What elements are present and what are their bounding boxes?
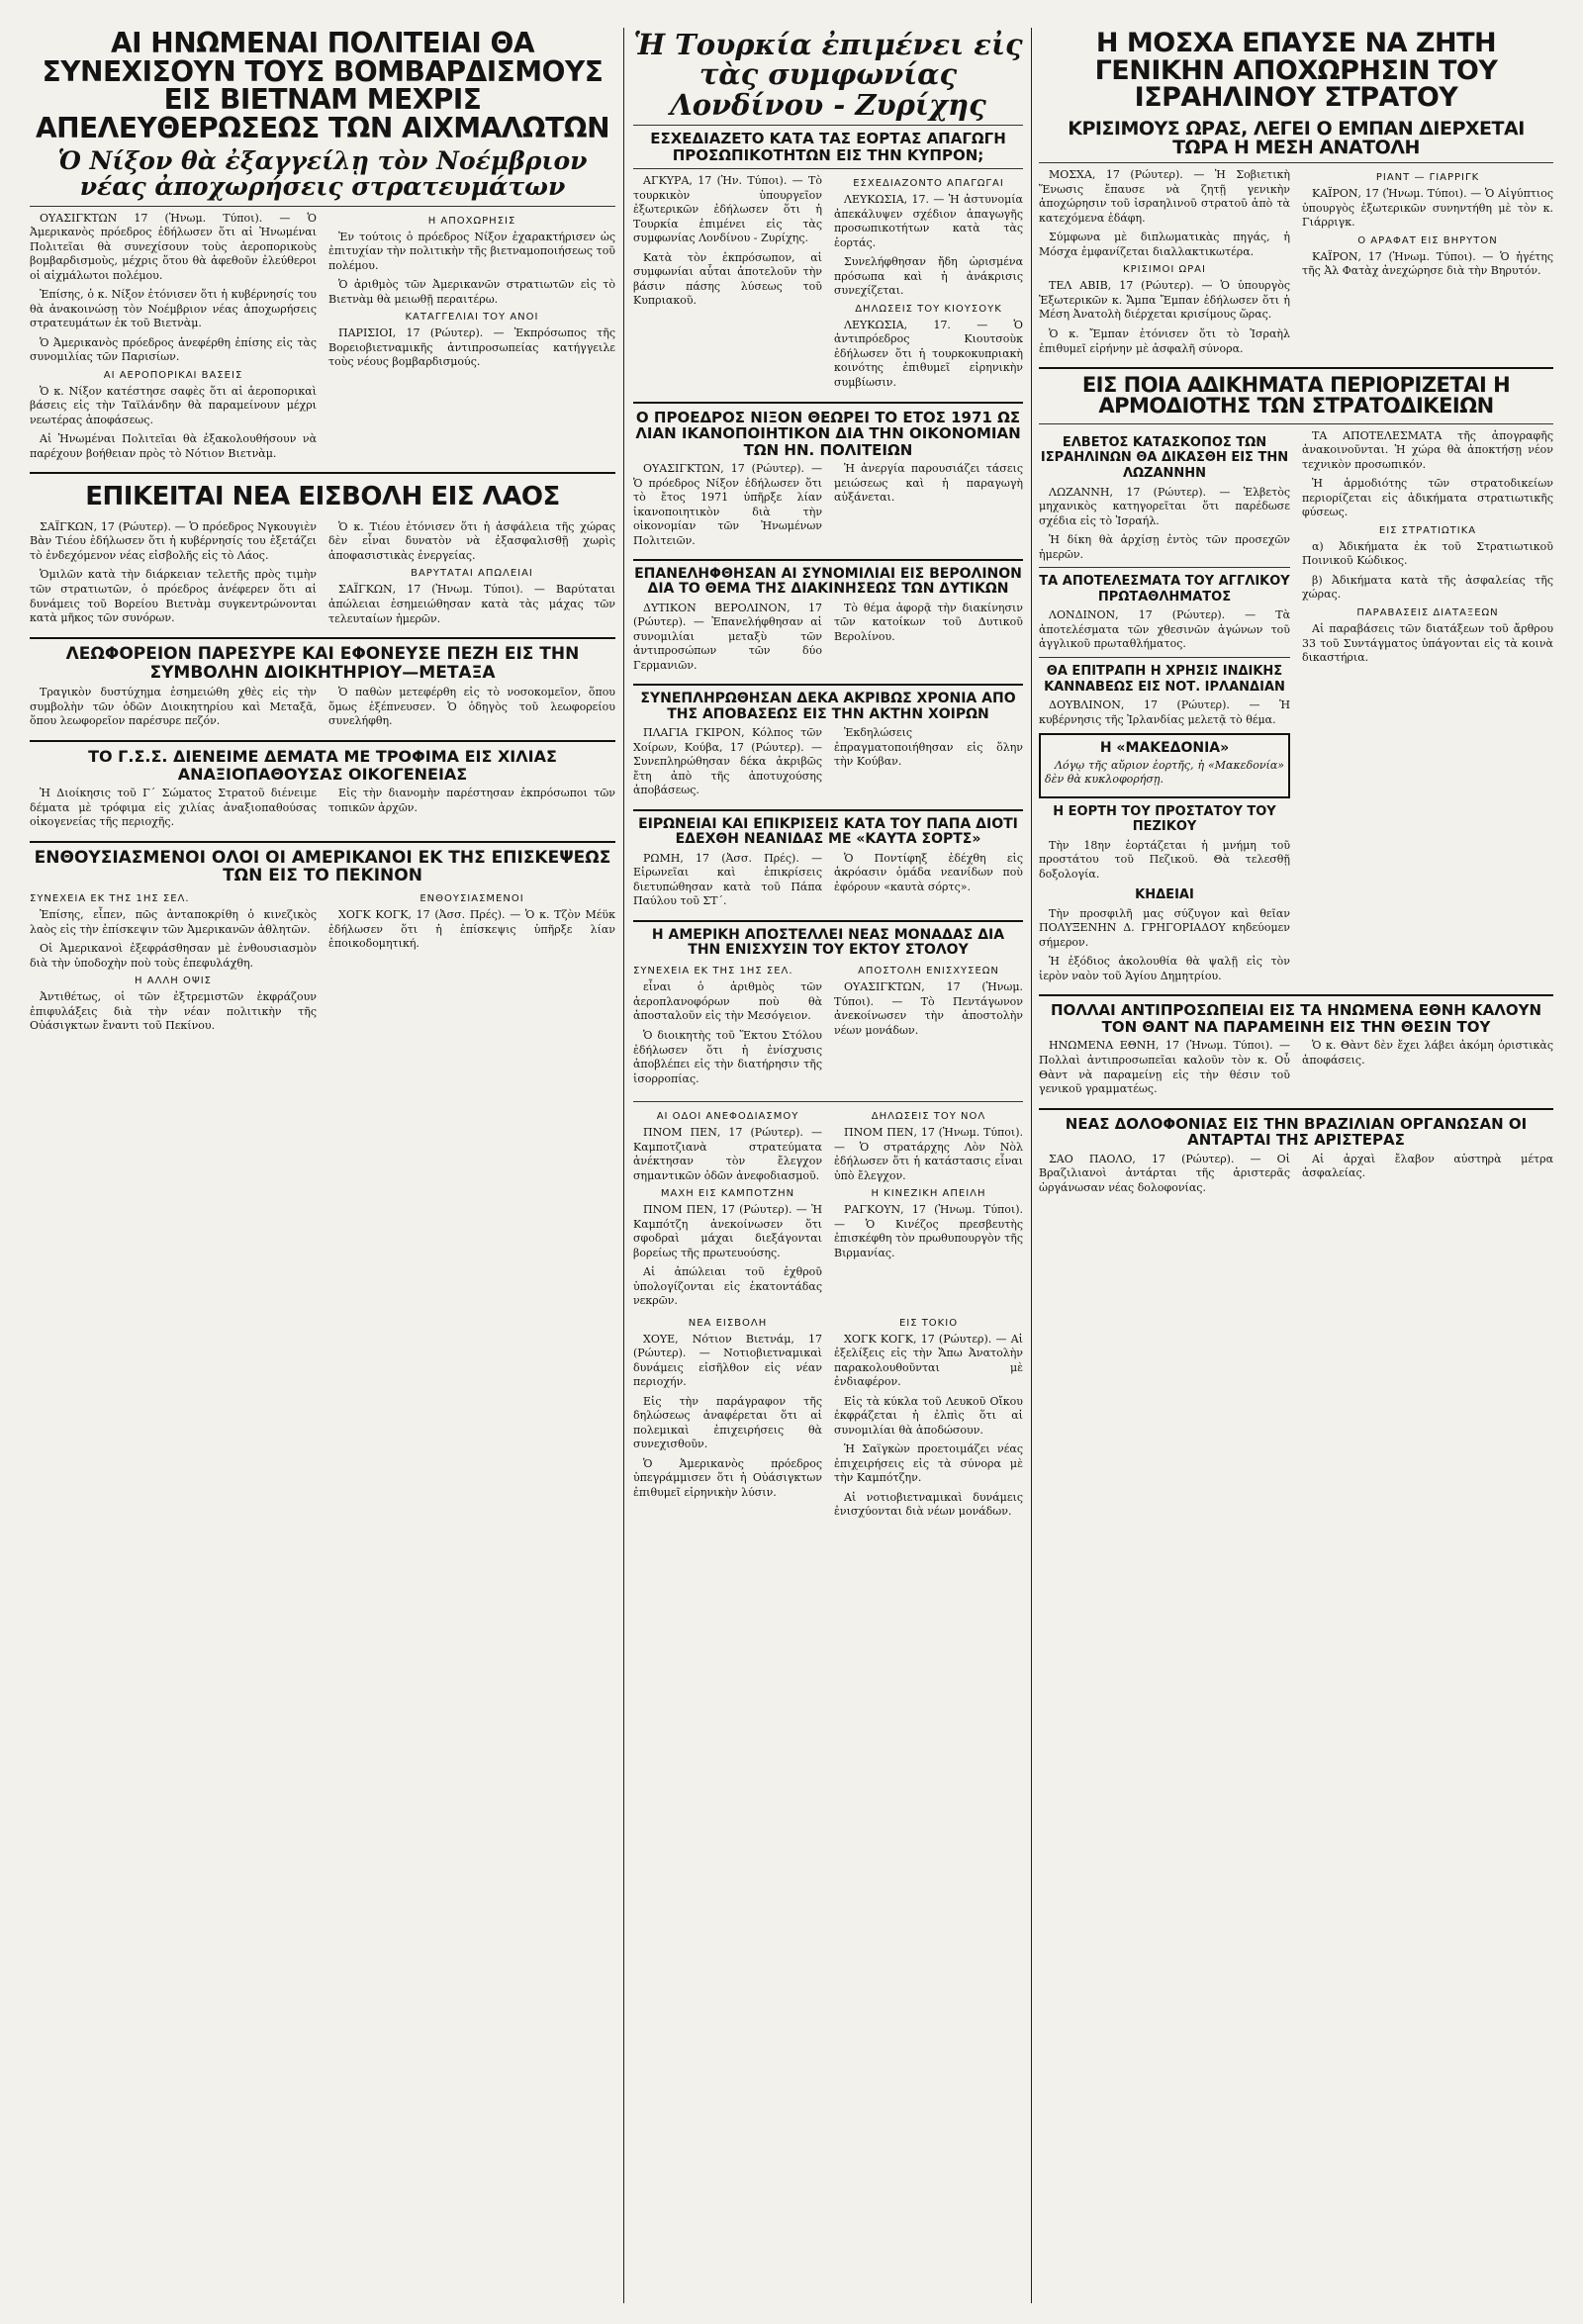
paragraph: Ὁ κ. Θὰντ δὲν ἔχει λάβει ἀκόμη ὁριστικὰς ἀποφάσεις. [1302, 1039, 1553, 1067]
headline-sixth-fleet: Η ΑΜΕΡΙΚΗ ΑΠΟΣΤΕΛΛΕΙ ΝΕΑΣ ΜΟΝΑΔΑΣ ΔΙΑ ΤΗΝ ΕΝΙΣΧΥΣΙΝ ΤΟΥ ΕΚΤΟΥ ΣΤΟΛΟΥ [651, 926, 1005, 959]
story-military-courts [1039, 429, 1553, 989]
subhead: ΕΝΘΟΥΣΙΑΣΜΕΝΟΙ [419, 893, 524, 905]
subheadline-english-league: ΤΑ ΑΠΟΤΕΛΕΣΜΑΤΑ ΤΟΥ ΑΓΓΛΙΚΟΥ ΠΡΩΤΑΘΛΗΜΑΤΟΣ [1039, 574, 1290, 604]
paragraph: Κατὰ τὸν ἐκπρόσωπον, αἱ συμφωνίαι αὗται ἀποτελοῦν τὴν βάσιν πάσης λύσεως τοῦ Κυπριακοῦ. [633, 250, 822, 308]
paragraph: Ὁμιλῶν κατὰ τὴν διάρκειαν τελετῆς πρὸς τιμὴν τῶν στρατιωτῶν, ὁ πρόεδρος ἀνέφερεν ὅτι αἱ δυνάμεις τοῦ Βορείου Βιετνὰμ συγκεντρώνονται κατὰ μῆκος τῶν συνόρων. [30, 568, 317, 625]
story-turkey [633, 174, 1023, 395]
paragraph: ΤΑ ΑΠΟΤΕΛΕΣΜΑΤΑ τῆς ἀπογραφῆς ἀνακοινοῦνται. Ἡ χώρα θὰ ἀποκτήσῃ νέον τεχνικὸν προσωπικόν. [1302, 428, 1553, 471]
paragraph: ΟΥΑΣΙΓΚΤΩΝ, 17 (Ρώυτερ). — Ὁ πρόεδρος Νίξον ἐδήλωσεν ὅτι τὸ ἔτος 1971 ὑπῆρξε λίαν ἱκανοποιητικὸν διὰ τὴν οἰκονομίαν τῶν Ἠνωμένων Πολιτειῶν. [633, 462, 822, 547]
paragraph: α) Ἀδικήματα ἐκ τοῦ Στρατιωτικοῦ Ποινικοῦ Κώδικος. [1302, 539, 1553, 568]
story-nixon-economy [633, 462, 1023, 553]
left-section [30, 28, 615, 1039]
subheadline-eban: ΚΡΙΣΙΜΟΥΣ ΩΡΑΣ, ΛΕΓΕΙ Ο ΕΜΠΑΝ ΔΙΕΡΧΕΤΑΙ ΤΩΡΑ Η ΜΕΣΗ ΑΝΑΤΟΛΗ [1068, 117, 1525, 158]
paragraph: Ἐν τούτοις ὁ πρόεδρος Νίξον ἐχαρακτήρισεν ὡς ἐπιτυχίαν τὴν πολιτικὴν τῆς βιετναμοποιήσεως τοῦ πολέμου. [328, 230, 615, 272]
paragraph: Ἡ Σαϊγκὼν προετοιμάζει νέας ἐπιχειρήσεις εἰς τὰ σύνορα μὲ τὴν Καμπότζην. [834, 1442, 1023, 1485]
paragraph: Ἡ ἐξόδιος ἀκολουθία θὰ ψαλῇ εἰς τὸν ἱερὸν ναὸν τοῦ Ἁγίου Δημητρίου. [1039, 955, 1290, 982]
paragraph: ΛΟΝΔΙΝΟΝ, 17 (Ρώυτερ). — Τὰ ἀποτελέσματα τῶν χθεσινῶν ἀγώνων τοῦ ἀγγλικοῦ πρωταθλήματος. [1039, 608, 1290, 651]
paragraph: Ἐπίσης, ὁ κ. Νίξον ἐτόνισεν ὅτι ἡ κυβέρνησίς του θὰ ἀνακοινώσῃ τὸν Νοέμβριον νέας ἀποχωρήσεις στρατευμάτων ἐκ τοῦ Βιετνὰμ. [30, 288, 317, 330]
paragraph: ΣΑΪΓΚΩΝ, 17 (Ρώυτερ). — Ὁ πρόεδρος Νγκουγιὲν Βὰν Τιέου ἐδήλωσεν ὅτι ἡ κυβέρνησίς του ἐξετάζει τὸ ἐνδεχόμενον νέας εἰσβολῆς εἰς τὸ Λάος. [30, 519, 317, 562]
story-peking-visit [30, 889, 615, 1039]
story-bay-of-pigs [633, 726, 1023, 803]
subhead: ΜΑΧΗ ΕΙΣ ΚΑΜΠΟΤΖΗΝ [660, 1188, 795, 1200]
paragraph: ΛΕΥΚΩΣΙΑ, 17. — Ἡ ἀστυνομία ἀπεκάλυψεν σχέδιον ἀπαγωγῆς προσωπικοτήτων κατὰ τὰς ἑορτάς. [834, 193, 1023, 249]
paragraph: Ἐκδηλώσεις ἐπραγματοποιήθησαν εἰς ὅλην τὴν Κούβαν. [834, 726, 1023, 769]
paragraph: Ὁ Ἀμερικανὸς πρόεδρος ὑπεγράμμισεν ὅτι ἡ Οὐάσιγκτων ἐπιθυμεῖ εἰρηνικὴν λύσιν. [633, 1456, 822, 1499]
paragraph: Τραγικὸν δυστύχημα ἐσημειώθη χθὲς εἰς τὴν συμβολὴν τῶν ὁδῶν Διοικητηρίου καὶ Μεταξᾶ, ὅπου λεωφορεῖον παρέσυρε πεζόν. [30, 686, 317, 728]
headline-military-courts: ΕΙΣ ΠΟΙΑ ΑΔΙΚΗΜΑΤΑ ΠΕΡΙΟΡΙΖΕΤΑΙ Η ΑΡΜΟΔΙΟΤΗΣ ΤΩΝ ΣΤΡΑΤΟΔΙΚΕΙΩΝ [1081, 373, 1511, 418]
story-bombing [30, 212, 615, 467]
subhead: ΑΙ ΟΔΟΙ ΑΝΕΦΟΔΙΑΣΜΟΥ [656, 1111, 799, 1123]
paragraph: Οἱ Ἀμερικανοὶ ἐξεφράσθησαν μὲ ἐνθουσιασμὸν διὰ τὴν ὑποδοχὴν ποὺ τοὺς ἐπεφυλάχθη. [30, 942, 317, 970]
subhead: ΒΑΡΥΤΑΤΑΙ ΑΠΩΛΕΙΑΙ [411, 568, 533, 580]
paragraph: ΧΟΥΕ, Νότιον Βιετνάμ, 17 (Ρώυτερ). — Νοτιοβιετναμικαὶ δυνάμεις εἰσῆλθον εἰς νέαν περιοχήν. [633, 1332, 822, 1389]
paragraph: ΠΑΡΙΣΙΟΙ, 17 (Ρώυτερ). — Ἐκπρόσωπος τῆς Βορειοβιετναμικῆς ἀντιπροσωπείας κατήγγειλε τοὺς νέους βομβαρδισμούς. [328, 326, 615, 369]
paragraph: Τὸ θέμα ἀφορᾷ τὴν διακίνησιν τῶν κατοίκων τοῦ Δυτικοῦ Βερολίνου. [834, 601, 1023, 643]
subhead: Η ΚΙΝΕΖΙΚΗ ΑΠΕΙΛΗ [871, 1188, 986, 1200]
paragraph: ΡΑΓΚΟΥΝ, 17 (Ἠνωμ. Τύποι). — Ὁ Κινέζος πρεσβευτὴς ἐπισκέφθη τὸν πρωθυπουργὸν τῆς Βιρμανίας. [834, 1203, 1023, 1259]
story-u-thant [1039, 1039, 1553, 1101]
paragraph: ΧΟΓΚ ΚΟΓΚ, 17 (Ρώυτερ). — Αἱ ἐξελίξεις εἰς τὴν Ἄπω Ἀνατολὴν παρακολουθοῦνται μὲ ἐνδιαφέρον. [834, 1332, 1023, 1389]
notice-box [1039, 733, 1290, 797]
subhead: Η ΑΛΛΗ ΟΨΙΣ [135, 976, 212, 987]
paragraph: β) Ἀδικήματα κατὰ τῆς ἀσφαλείας τῆς χώρας. [1302, 573, 1553, 602]
paragraph: Εἰς τὰ κύκλα τοῦ Λευκοῦ Οἴκου ἐκφράζεται ἡ ἐλπὶς ὅτι αἱ συνομιλίαι θὰ ἀποδώσουν. [834, 1394, 1023, 1437]
paragraph: Αἱ νοτιοβιετναμικαὶ δυνάμεις ἐνισχύονται διὰ νέων μονάδων. [834, 1490, 1023, 1519]
continuation-label: ΣΥΝΕΧΕΙΑ ΕΚ ΤΗΣ 1ΗΣ ΣΕΛ. [30, 893, 190, 905]
paragraph: Τὴν προσφιλῆ μας σύζυγον καὶ θεῖαν ΠΟΛΥΞΕΝΗΝ Δ. ΓΡΗΓΟΡΙΑΔΟΥ κηδεύομεν σήμερον. [1039, 906, 1290, 949]
column-rule [623, 28, 624, 2303]
paragraph: Αἱ Ἠνωμέναι Πολιτεῖαι θὰ ἐξακολουθήσουν νὰ παρέχουν βοήθειαν πρὸς τὸ Νότιον Βιετνὰμ. [30, 432, 317, 460]
paragraph: Ὁ Ποντίφηξ ἐδέχθη εἰς ἀκρόασιν ὁμάδα νεανίδων ποὺ ἐφόρουν «καυτὰ σόρτς». [834, 851, 1023, 893]
paragraph: Ὁ κ. Νίξον κατέστησε σαφὲς ὅτι αἱ ἀεροπορικαὶ βάσεις εἰς τὴν Ταϊλάνδην θὰ παραμείνουν μέχρι νεωτέρας ἀποφάσεως. [30, 384, 317, 426]
right-section [1039, 28, 1553, 1200]
headline-brazil: ΝΕΑΣ ΔΟΛΟΦΟΝΙΑΣ ΕΙΣ ΤΗΝ ΒΡΑΖΙΛΙΑΝ ΟΡΓΑΝΩΣΑΝ ΟΙ ΑΝΤΑΡΤΑΙ ΤΗΣ ΑΡΙΣΤΕΡΑΣ [1065, 1114, 1528, 1150]
subheadline-swiss-spy: ΕΛΒΕΤΟΣ ΚΑΤΑΣΚΟΠΟΣ ΤΩΝ ΙΣΡΑΗΛΙΝΩΝ ΘΑ ΔΙΚΑΣΘΗ ΕΙΣ ΤΗΝ ΛΩΖΑΝΝΗΝ [1040, 434, 1289, 482]
subhead: ΕΙΣ ΣΤΡΑΤΙΩΤΙΚΑ [1378, 524, 1477, 536]
center-extra-stories [633, 1107, 1023, 1314]
paragraph: Ἡ δίκη θὰ ἀρχίσῃ ἐντὸς τῶν προσεχῶν ἡμερῶν. [1039, 533, 1290, 561]
paragraph: ΛΕΥΚΩΣΙΑ, 17. — Ὁ ἀντιπρόεδρος Κιουτσοὺκ ἐδήλωσεν ὅτι ἡ τουρκοκυπριακὴ κοινότης ἐπιθυμεῖ εἰρηνικὴν συμβίωσιν. [834, 318, 1023, 389]
headline-laos: ΕΠΙΚΕΙΤΑΙ ΝΕΑ ΕΙΣΒΟΛΗ ΕΙΣ ΛΑΟΣ [85, 482, 560, 512]
notice-title: Η «ΜΑΚΕΔΟΝΙΑ» [1099, 740, 1230, 757]
subhead: ΔΗΛΩΣΕΙΣ ΤΟΥ ΚΙΟΥΣΟΥΚ [855, 303, 1002, 315]
subhead: ΕΣΧΕΔΙΑΖΟΝΤΟ ΑΠΑΓΩΓΑΙ [853, 178, 1004, 190]
paragraph: ΡΩΜΗ, 17 (Ἀσσ. Πρές). — Εἰρωνεῖαι καὶ ἐπικρίσεις διετυπώθησαν κατὰ τοῦ Πάπα Παύλου τοῦ ΣΤ΄. [633, 851, 822, 908]
headline-food-parcels: ΤΟ Γ.Σ.Σ. ΔΙΕΝΕΙΜΕ ΔΕΜΑΤΑ ΜΕ ΤΡΟΦΙΜΑ ΕΙΣ ΧΙΛΙΑΣ ΑΝΑΞΙΟΠΑΘΟΥΣΑΣ ΟΙΚΟΓΕΝΕΙΑΣ [88, 746, 557, 784]
story-brazil [1039, 1153, 1553, 1201]
headline-berlin-talks: ΕΠΑΝΕΛΗΦΘΗΣΑΝ ΑΙ ΣΥΝΟΜΙΛΙΑΙ ΕΙΣ ΒΕΡΟΛΙΝΟΝ ΔΙΑ ΤΟ ΘΕΜΑ ΤΗΣ ΔΙΑΚΙΝΗΣΕΩΣ ΤΩΝ ΔΥΤΙΚΩΝ [634, 566, 1022, 598]
paragraph: ΠΝΟΜ ΠΕΝ, 17 (Ἠνωμ. Τύποι). — Ὁ στρατάρχης Λὸν Νὸλ ἐδήλωσεν ὅτι ἡ κατάστασις εἶναι ὑπὸ ἔλεγχον. [834, 1126, 1023, 1182]
paragraph: Ὁ παθὼν μετεφέρθη εἰς τὸ νοσοκομεῖον, ὅπου ὅμως ἐξέπνευσεν. Ὁ ὁδηγὸς τοῦ λεωφορείου συνελήφθη. [328, 686, 615, 728]
headline-u-thant: ΠΟΛΛΑΙ ΑΝΤΙΠΡΟΣΩΠΕΙΑΙ ΕΙΣ ΤΑ ΗΝΩΜΕΝΑ ΕΘΝΗ ΚΑΛΟΥΝ ΤΟΝ ΘΑΝΤ ΝΑ ΠΑΡΑΜΕΙΝΗ ΕΙΣ ΤΗΝ ΘΕΣΙΝ ΤΟΥ [1050, 1001, 1542, 1036]
paragraph: Ὁ κ. Ἔμπαν ἐτόνισεν ὅτι τὸ Ἰσραὴλ ἐπιθυμεῖ εἰρήνην μὲ ἀσφαλῆ σύνορα. [1039, 326, 1290, 355]
paragraph: Συνελήφθησαν ἤδη ὡρισμένα πρόσωπα καὶ ἡ ἀνάκρισις συνεχίζεται. [834, 255, 1023, 298]
paragraph: ΤΕΛ ΑΒΙΒ, 17 (Ρώυτερ). — Ὁ ὑπουργὸς Ἐξωτερικῶν κ. Ἄμπα Ἔμπαν ἐδήλωσεν ὅτι ἡ Μέση Ἀνατολὴ διέρχεται κρισίμους ὥρας. [1039, 279, 1290, 322]
paragraph: Σύμφωνα μὲ διπλωματικὰς πηγάς, ἡ Μόσχα ἐμφανίζεται διαλλακτικωτέρα. [1039, 231, 1290, 258]
subhead: Ο ΑΡΑΦΑΤ ΕΙΣ ΒΗΡΥΤΟΝ [1357, 234, 1498, 246]
subhead: ΚΑΤΑΓΓΕΛΙΑΙ ΤΟΥ ΑΝΟΙ [405, 312, 539, 324]
paragraph: ΔΥΤΙΚΟΝ ΒΕΡΟΛΙΝΟΝ, 17 (Ρώυτερ). — Ἐπανελήφθησαν αἱ συνομιλίαι μεταξὺ τῶν ἀντιπροσώπων τῶν δύο Γερμανιῶν. [633, 601, 822, 672]
paragraph: Ὁ κ. Τιέου ἐτόνισεν ὅτι ἡ ἀσφάλεια τῆς χώρας δὲν εἶναι δυνατὸν νὰ ἐξασφαλισθῇ χωρὶς ἀποφασιστικὰς ἐνεργείας. [328, 519, 615, 562]
headline-moscow: Η ΜΟΣΧΑ ΕΠΑΥΣΕ ΝΑ ΖΗΤΗ ΓΕΝΙΚΗΝ ΑΠΟΧΩΡΗΣΙΝ ΤΟΥ ΙΣΡΑΗΛΙΝΟΥ ΣΤΡΑΤΟΥ [1094, 28, 1498, 114]
subheadline-kidnapping: ΕΣΧΕΔΙΑΖΕΤΟ ΚΑΤΑ ΤΑΣ ΕΟΡΤΑΣ ΑΠΑΓΩΓΗ ΠΡΟΣΩΠΙΚΟΤΗΤΩΝ ΕΙΣ ΤΗΝ ΚΥΠΡΟΝ; [650, 130, 1006, 164]
paragraph: ΠΝΟΜ ΠΕΝ, 17 (Ρώυτερ). — Καμποτζιανὰ στρατεύματα ἀνέκτησαν τὸν ἔλεγχον σημαντικῶν ὁδῶν ἀνεφοδιασμοῦ. [633, 1126, 822, 1182]
paragraph: Αἱ παραβάσεις τῶν διατάξεων τοῦ ἄρθρου 33 τοῦ Συντάγματος ὑπάγονται εἰς τὰ κοινὰ δικαστήρια. [1302, 621, 1553, 665]
subhead: ΑΠΟΣΤΟΛΗ ΕΝΙΣΧΥΣΕΩΝ [858, 966, 999, 977]
paragraph: ΠΛΑΓΙΑ ΓΚΙΡΟΝ, Κόλπος τῶν Χοίρων, Κούβα, 17 (Ρώυτερ). — Συνεπληρώθησαν δέκα ἀκριβῶς ἔτη ἀπὸ τῆς ἀποτυχούσης ἀποβάσεως. [633, 726, 822, 797]
headline-turkey: Ἡ Τουρκία ἐπιμένει εἰς τὰς συμφωνίας Λονδίνου - Ζυρίχης [633, 28, 1023, 122]
paragraph: ΗΝΩΜΕΝΑ ΕΘΝΗ, 17 (Ἠνωμ. Τύποι). — Πολλαὶ ἀντιπροσωπεῖαι καλοῦν τὸν κ. Οὖ Θὰντ νὰ παραμείνῃ εἰς τὴν θέσιν τοῦ γενικοῦ γραμματέως. [1039, 1039, 1290, 1096]
paragraph: ΟΥΑΣΙΓΚΤΩΝ, 17 (Ἠνωμ. Τύποι). — Τὸ Πεντάγωνον ἀνεκοίνωσεν τὴν ἀποστολὴν νέων μονάδων. [834, 980, 1023, 1037]
subheadline-cannabis: ΘΑ ΕΠΙΤΡΑΠΗ Η ΧΡΗΣΙΣ ΙΝΔΙΚΗΣ ΚΑΝΝΑΒΕΩΣ ΕΙΣ ΝΟΤ. ΙΡΛΑΝΔΙΑΝ [1044, 663, 1285, 695]
column-rule [1031, 28, 1032, 2303]
story-bus-accident [30, 686, 615, 734]
paragraph: ΚΑΪΡΟΝ, 17 (Ἠνωμ. Τύποι). — Ὁ ἡγέτης τῆς Ἀλ Φατὰχ ἀνεχώρησε διὰ τὴν Βηρυτόν. [1302, 249, 1553, 278]
story-berlin-talks [633, 602, 1023, 679]
subhead: ΔΗΛΩΣΕΙΣ ΤΟΥ ΝΟΛ [871, 1111, 986, 1123]
paragraph: ΧΟΓΚ ΚΟΓΚ, 17 (Ἀσσ. Πρές). — Ὁ κ. Τζὸν Μέϋκ ἐδήλωσεν ὅτι ἡ ἐπίσκεψις ὑπῆρξε λίαν ἐποικοδομητική. [328, 908, 615, 951]
paragraph: Τὴν 18ην ἑορτάζεται ἡ μνήμη τοῦ προστάτου τοῦ Πεζικοῦ. Θὰ τελεσθῇ δοξολογία. [1039, 838, 1290, 881]
paragraph: Ἐπίσης, εἶπεν, πῶς ἀνταποκρίθη ὁ κινεζικὸς λαὸς εἰς τὴν ἐπίσκεψιν τῶν Ἀμερικανῶν ἀθλητῶν. [30, 908, 317, 936]
subhead: ΡΙΑΝΤ — ΓΙΑΡΡΙΓΚ [1375, 172, 1480, 184]
paragraph: Ἡ Διοίκησις τοῦ Γ΄ Σώματος Στρατοῦ διένειμε δέματα μὲ τρόφιμα εἰς χιλίας ἀναξιοπαθούσας οἰκογενείας τῆς περιοχῆς. [30, 787, 317, 829]
subhead: ΝΕΑ ΕΙΣΒΟΛΗ [688, 1317, 768, 1329]
paragraph: ΔΟΥΒΛΙΝΟΝ, 17 (Ρώυτερ). — Ἡ κυβέρνησις τῆς Ἰρλανδίας μελετᾷ τὸ θέμα. [1039, 698, 1290, 726]
continuation-label: ΣΥΝΕΧΕΙΑ ΕΚ ΤΗΣ 1ΗΣ ΣΕΛ. [633, 966, 793, 977]
subheadline-infantry-feast: Η ΕΟΡΤΗ ΤΟΥ ΠΡΟΣΤΑΤΟΥ ΤΟΥ ΠΕΖΙΚΟΥ [1053, 803, 1276, 835]
story-sixth-fleet [633, 962, 1023, 1091]
paragraph: Ἀντιθέτως, οἱ τῶν ἐξτρεμιστῶν ἐκφράζουν ἐπιφυλάξεις διὰ τὴν νέαν πολιτικὴν τῆς Οὐάσιγκτων ἔναντι τοῦ Πεκίνου. [30, 990, 317, 1033]
paragraph: εἶναι ὁ ἀριθμὸς τῶν ἀεροπλανοφόρων ποὺ θὰ ἀποσταλοῦν εἰς τὴν Μεσόγειον. [633, 980, 822, 1023]
headline-peking-visit: ΕΝΘΟΥΣΙΑΣΜΕΝΟΙ ΟΛΟΙ ΟΙ ΑΜΕΡΙΚΑΝΟΙ ΕΚ ΤΗΣ ΕΠΙΣΚΕΨΕΩΣ ΤΩΝ ΕΙΣ ΤΟ ΠΕΚΙΝΟΝ [34, 847, 611, 886]
story-moscow [1039, 168, 1553, 361]
paragraph: Αἱ ἀρχαὶ ἔλαβον αὐστηρὰ μέτρα ἀσφαλείας. [1302, 1152, 1553, 1180]
headline-nixon-economy: Ο ΠΡΟΕΔΡΟΣ ΝΙΞΟΝ ΘΕΩΡΕΙ ΤΟ ΕΤΟΣ 1971 ΩΣ ΛΙΑΝ ΙΚΑΝΟΠΟΙΗΤΙΚΟΝ ΔΙΑ ΤΗΝ ΟΙΚΟΝΟΜΙΑΝ ΤΩΝ ΗΝ. ΠΟΛΙΤΕΙΩΝ [635, 408, 1021, 459]
subhead: ΚΡΙΣΙΜΟΙ ΩΡΑΙ [1123, 264, 1206, 276]
notice-text: Λόγῳ τῆς αὔριον ἑορτῆς, ἡ «Μακεδονία» δὲν θὰ κυκλοφορήσῃ. [1045, 758, 1284, 787]
story-laos [30, 520, 615, 631]
paragraph: Ὁ ἀριθμὸς τῶν Ἀμερικανῶν στρατιωτῶν εἰς τὸ Βιετνὰμ θὰ μειωθῇ περαιτέρω. [328, 278, 615, 306]
newspaper-page [30, 28, 1553, 2303]
center-section [633, 28, 1023, 1525]
paragraph: ΛΩΖΑΝΝΗ, 17 (Ρώυτερ). — Ἐλβετὸς μηχανικὸς κατηγορεῖται ὅτι παρέδωσε σχέδια εἰς τὸ Ἰσραήλ. [1039, 485, 1290, 527]
paragraph: Εἰς τὴν παράγραφον τῆς δηλώσεως ἀναφέρεται ὅτι αἱ πολεμικαὶ ἐπιχειρήσεις θὰ συνεχισθοῦν. [633, 1394, 822, 1451]
headline-pope: ΕΙΡΩΝΕΙΑΙ ΚΑΙ ΕΠΙΚΡΙΣΕΙΣ ΚΑΤΑ ΤΟΥ ΠΑΠΑ ΔΙΟΤΙ ΕΔΕΧΘΗ ΝΕΑΝΙΔΑΣ ΜΕ «ΚΑΥΤΑ ΣΟΡΤΣ» [638, 815, 1018, 848]
paragraph: ΣΑΪΓΚΩΝ, 17 (Ἠνωμ. Τύποι). — Βαρύταται ἀπώλειαι ἐσημειώθησαν κατὰ τὰς μάχας τῶν τελευταίων ἡμερῶν. [328, 583, 615, 625]
paragraph: Αἱ ἀπώλειαι τοῦ ἐχθροῦ ὑπολογίζονται εἰς ἑκατοντάδας νεκρῶν. [633, 1265, 822, 1308]
center-extra-stories-2 [633, 1314, 1023, 1525]
subhead: Η ΑΠΟΧΩΡΗΣΙΣ [427, 215, 516, 227]
story-food-parcels [30, 787, 615, 835]
paragraph: ΠΝΟΜ ΠΕΝ, 17 (Ρώυτερ). — Ἡ Καμπότζη ἀνεκοίνωσεν ὅτι σφοδραὶ μάχαι διεξάγονται βορείως τῆς πρωτευούσης. [633, 1203, 822, 1259]
paragraph: Ὁ Ἀμερικανὸς πρόεδρος ἀνεφέρθη ἐπίσης εἰς τὰς συνομιλίας τῶν Παρισίων. [30, 335, 317, 364]
paragraph: ΟΥΑΣΙΓΚΤΩΝ 17 (Ἠνωμ. Τύποι). — Ὁ Ἀμερικανὸς πρόεδρος ἐδήλωσεν ὅτι αἱ Ἠνωμέναι Πολιτεῖαι θὰ συνεχίσουν τοὺς ἀεροπορικοὺς βομβαρδισμοὺς, μέχρις ὅτου θὰ ἀφεθοῦν ἐλεύθεροι οἱ αἰχμάλωτοι πολέμου. [30, 211, 317, 282]
paragraph: Ἡ ἀρμοδιότης τῶν στρατοδικείων περιορίζεται εἰς ἀδικήματα στρατιωτικῆς φύσεως. [1302, 477, 1553, 519]
headline-bay-of-pigs: ΣΥΝΕΠΛΗΡΩΘΗΣΑΝ ΔΕΚΑ ΑΚΡΙΒΩΣ ΧΡΟΝΙΑ ΑΠΟ ΤΗΣ ΑΠΟΒΑΣΕΩΣ ΕΙΣ ΤΗΝ ΑΚΤΗΝ ΧΟΙΡΩΝ [640, 691, 1016, 722]
paragraph: Ὁ διοικητὴς τοῦ Ἕκτου Στόλου ἐδήλωσεν ὅτι ἡ ἐνίσχυσις ἀποβλέπει εἰς τὴν διατήρησιν τῆς ἰσορροπίας. [633, 1028, 822, 1085]
subheadline-withdrawals: Ὁ Νίξον θὰ ἐξαγγείλῃ τὸν Νοέμβριον νέας ἀποχωρήσεις στρατευμάτων [57, 146, 588, 202]
subhead: ΠΑΡΑΒΑΣΕΙΣ ΔΙΑΤΑΞΕΩΝ [1356, 606, 1499, 618]
subhead: ΕΙΣ ΤΟΚΙΟ [898, 1317, 959, 1329]
paragraph: ΚΑΪΡΟΝ, 17 (Ἠνωμ. Τύποι). — Ὁ Αἰγύπτιος ὑπουργὸς ἐξωτερικῶν συνηντήθη μὲ τὸν κ. Γιάρριγκ. [1302, 187, 1553, 230]
headline-bus-accident: ΛΕΩΦΟΡΕΙΟΝ ΠΑΡΕΣΥΡΕ ΚΑΙ ΕΦΟΝΕΥΣΕ ΠΕΖΗ ΕΙΣ ΤΗΝ ΣΥΜΒΟΛΗΝ ΔΙΟΙΚΗΤΗΡΙΟΥ—ΜΕΤΑΞΑ [65, 644, 580, 683]
headline-bombing: ΑΙ ΗΝΩΜΕΝΑΙ ΠΟΛΙΤΕΙΑΙ ΘΑ ΣΥΝΕΧΙΣΟΥΝ ΤΟΥΣ ΒΟΜΒΑΡΔΙΣΜΟΥΣ ΕΙΣ ΒΙΕΤΝΑΜ ΜΕΧΡΙΣ ΑΠΕΛΕΥΘΕΡΩΣΕΩΣ ΤΩΝ ΑΙΧΜΑΛΩΤΩΝ [35, 28, 610, 144]
paragraph: Εἰς τὴν διανομὴν παρέστησαν ἐκπρόσωποι τῶν τοπικῶν ἀρχῶν. [328, 787, 615, 814]
subhead: ΑΙ ΑΕΡΟΠΟΡΙΚΑΙ ΒΑΣΕΙΣ [103, 369, 243, 381]
paragraph: ΑΓΚΥΡΑ, 17 (Ἠν. Τύποι). — Τὸ τουρκικὸν ὑπουργεῖον ἐξωτερικῶν ἐδήλωσεν ὅτι ἡ Τουρκία ἐπιμένει εἰς τὰς συμφωνίας Λονδίνου - Ζυρίχης. [633, 174, 822, 245]
paragraph: Ἡ ἀνεργία παρουσιάζει τάσεις μειώσεως καὶ ἡ παραγωγὴ αὐξάνεται. [834, 462, 1023, 505]
story-pope [633, 852, 1023, 914]
paragraph: ΜΟΣΧΑ, 17 (Ρώυτερ). — Ἡ Σοβιετικὴ Ἕνωσις ἔπαυσε νὰ ζητῇ γενικὴν ἀποχώρησιν τοῦ ἰσραηλινοῦ στρατοῦ ἀπὸ τὰ κατεχόμενα ἐδάφη. [1039, 168, 1290, 225]
subheadline-funerals: ΚΗΔΕΙΑΙ [1135, 887, 1194, 903]
paragraph: ΣΑΟ ΠΑΟΛΟ, 17 (Ρώυτερ). — Οἱ Βραζιλιανοὶ ἀντάρται τῆς ἀριστερᾶς ὠργάνωσαν νέας δολοφονίας. [1039, 1152, 1290, 1194]
